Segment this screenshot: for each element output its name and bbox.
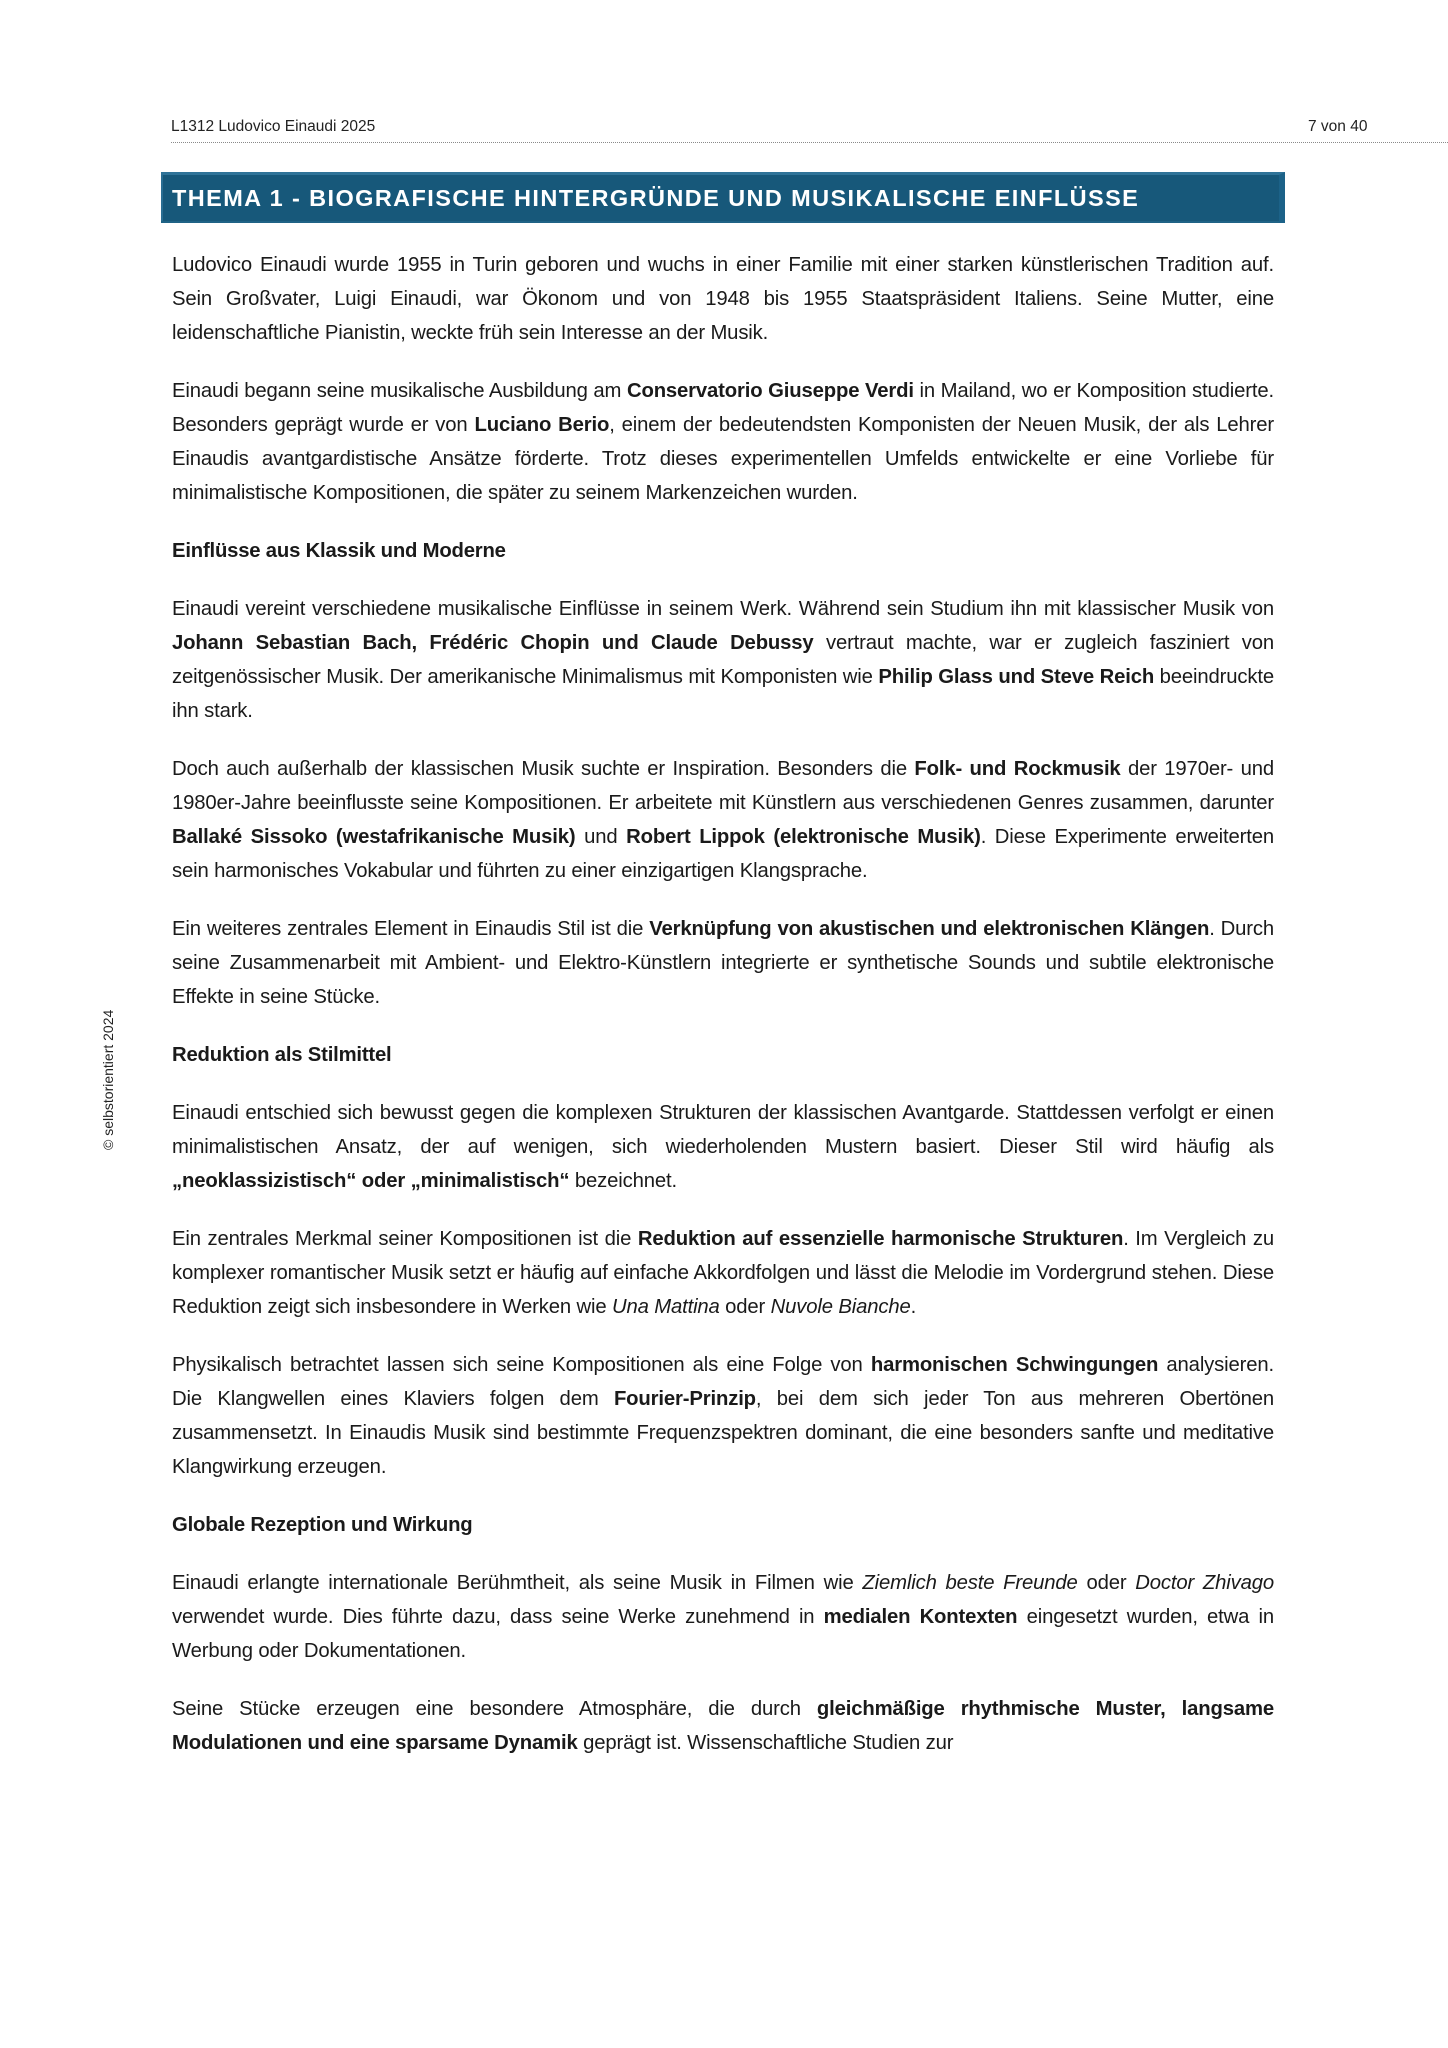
text-run: Ein zentrales Merkmal seiner Kompositionen ist die — [172, 1228, 638, 1250]
text-run: analysieren. Die Klangwellen eines Klaviers folgen dem — [172, 1354, 1274, 1410]
text-run: . — [910, 1296, 917, 1318]
body-paragraph — [172, 1222, 1274, 1324]
bold-text: Reduktion auf essenzielle harmonische Strukturen — [637, 1228, 1124, 1250]
text-run: Ein weiteres zentrales Element in Einaudis Stil ist die — [172, 918, 650, 940]
text-run: Physikalisch betrachtet lassen sich seine Kompositionen als eine Folge von — [172, 1354, 871, 1376]
body-paragraph — [172, 1348, 1274, 1484]
text-run: Einaudi vereint verschiedene musikalische Einflüsse in seinem Werk. Während sein Studium ihn mit klassischer Musik von — [172, 598, 1274, 620]
italic-text: Ziemlich beste Freunde — [862, 1572, 1078, 1594]
bold-text: harmonischen Schwingungen — [870, 1354, 1159, 1376]
bold-text: „neoklassizistisch“ oder „minimalistisch“ — [172, 1170, 570, 1192]
document-title: L1312 Ludovico Einaudi 2025 — [171, 118, 376, 135]
bold-text: medialen Kontexten — [823, 1606, 1018, 1628]
text-run: bezeichnet. — [569, 1170, 677, 1192]
text-run: . Diese Experimente erweiterten sein harmonisches Vokabular und führten zu einer einzigartigen Klangsprache. — [172, 826, 1274, 882]
bold-text: Fourier-Prinzip — [613, 1388, 756, 1410]
text-run: , bei dem sich jeder Ton aus mehreren Obertönen zusammensetzt. In Einaudis Musik sind bestimmte Frequenzspektren dominant, die eine besonders sanfte und meditative Klangwirkung erzeugen. — [172, 1388, 1274, 1478]
copyright-side-note: © selbstorientiert 2024 — [100, 1009, 116, 1150]
text-run: Einflüsse aus Klassik und Moderne — [172, 540, 506, 562]
text-run: . Im Vergleich zu komplexer romantischer Musik setzt er häufig auf einfache Akkordfolgen und lässt die Melodie im Vordergrund stehen. Diese Reduktion zeigt sich insbesondere in Werken wie — [172, 1228, 1274, 1318]
italic-text: Nuvole Bianche — [770, 1296, 911, 1318]
body-paragraph — [172, 1096, 1274, 1198]
text-run: beeindruckte ihn stark. — [172, 666, 1274, 722]
text-run: Globale Rezeption und Wirkung — [172, 1514, 473, 1536]
text-run: Einaudi erlangte internationale Berühmtheit, als seine Musik in Filmen wie — [172, 1572, 863, 1594]
page-number: 7 von 40 — [1308, 118, 1368, 135]
body-paragraph — [172, 248, 1274, 350]
text-run: oder — [1077, 1572, 1136, 1594]
text-run: Einaudi begann seine musikalische Ausbildung am — [172, 380, 627, 402]
bold-text: Philip Glass und Steve Reich — [878, 666, 1155, 688]
italic-text: Una Mattina — [611, 1296, 720, 1318]
section-subheading — [172, 1038, 1274, 1072]
text-run: und — [575, 826, 627, 848]
text-run: in Mailand, wo er Komposition studierte. Besonders geprägt wurde er von — [172, 380, 1274, 436]
page-header — [171, 116, 1448, 143]
bold-text: Luciano Berio — [474, 414, 610, 436]
body-paragraph — [172, 912, 1274, 1014]
topic-heading-band — [161, 172, 1285, 223]
bold-text: Johann Sebastian Bach, Frédéric Chopin und Claude Debussy — [172, 632, 814, 654]
text-run: verwendet wurde. Dies führte dazu, dass seine Werke zunehmend in — [172, 1606, 824, 1628]
text-run: geprägt ist. Wissenschaftliche Studien zur — [577, 1732, 954, 1754]
text-run: Doch auch außerhalb der klassischen Musik suchte er Inspiration. Besonders die — [172, 758, 915, 780]
bold-text: Verknüpfung von akustischen und elektronischen Klängen — [649, 918, 1210, 940]
bold-text: gleichmäßige rhythmische Muster, langsame Modulationen und eine sparsame Dynamik — [172, 1698, 1275, 1754]
text-run: Einaudi entschied sich bewusst gegen die komplexen Strukturen der klassischen Avantgarde. Stattdessen verfolgt er einen minimalistischen Ansatz, der auf wenigen, sich wiederholenden Mustern basiert. Dieser Stil wird häufig als — [172, 1102, 1274, 1158]
text-run: Reduktion als Stilmittel — [172, 1044, 392, 1066]
document-body — [172, 248, 1274, 1784]
body-paragraph — [172, 374, 1274, 510]
body-paragraph — [172, 592, 1274, 728]
bold-text: Folk- und Rockmusik — [914, 758, 1121, 780]
section-subheading — [172, 534, 1274, 568]
body-paragraph — [172, 1692, 1274, 1760]
text-run: eingesetzt wurden, etwa in Werbung oder Dokumentationen. — [172, 1606, 1274, 1662]
section-subheading — [172, 1508, 1274, 1542]
italic-text: Doctor Zhivago — [1135, 1572, 1275, 1594]
bold-text: Ballaké Sissoko (westafrikanische Musik) — [172, 826, 576, 848]
text-run: Seine Stücke erzeugen eine besondere Atmosphäre, die durch — [172, 1698, 817, 1720]
text-run: vertraut machte, war er zugleich fasziniert von zeitgenössischer Musik. Der amerikanische Minimalismus mit Komponisten wie — [172, 632, 1274, 688]
body-paragraph — [172, 752, 1274, 888]
topic-title: THEMA 1 - BIOGRAFISCHE HINTERGRÜNDE UND MUSIKALISCHE EINFLÜSSE — [172, 185, 1140, 211]
text-run: . Durch seine Zusammenarbeit mit Ambient- und Elektro-Künstlern integrierte er synthetische Sounds und subtile elektronische Effekte in seine Stücke. — [172, 918, 1274, 1008]
text-run: der 1970er- und 1980er-Jahre beeinflusste seine Kompositionen. Er arbeitete mit Künstlern aus verschiedenen Genres zusammen, darunter — [172, 758, 1274, 814]
body-paragraph — [172, 1566, 1274, 1668]
text-run: Ludovico Einaudi wurde 1955 in Turin geboren und wuchs in einer Familie mit einer starken künstlerischen Tradition auf. Sein Großvater, Luigi Einaudi, war Ökonom und von 1948 bis 1955 Staatspräsident Italiens. Seine Mutter, eine leidenschaftliche Pianistin, weckte früh sein Interesse an der Musik. — [172, 254, 1274, 344]
bold-text: Conservatorio Giuseppe Verdi — [626, 380, 914, 402]
text-run: oder — [719, 1296, 771, 1318]
text-run: , einem der bedeutendsten Komponisten der Neuen Musik, der als Lehrer Einaudis avantgardistische Ansätze förderte. Trotz dieses experimentellen Umfelds entwickelte er eine Vorliebe für minimalistische Kompositionen, die später zu seinem Markenzeichen wurden. — [172, 414, 1274, 504]
bold-text: Robert Lippok (elektronische Musik) — [626, 826, 981, 848]
